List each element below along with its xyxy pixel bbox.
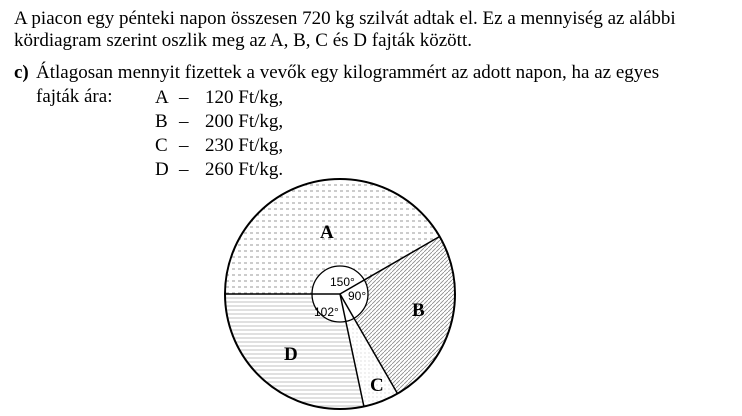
prices-label: fajták ára: [36,86,113,107]
angle-label-b: 90° [348,289,367,303]
pie-chart [220,176,460,414]
price-row-a [155,86,283,110]
task-line [14,62,660,84]
price-dash: – [179,111,189,132]
price-letter: C [155,135,168,156]
price-value: 200 Ft/kg, [205,111,284,132]
segment-label-c: C [370,375,384,396]
price-row-c [155,134,283,158]
price-dash: – [179,87,189,108]
price-letter: A [155,87,169,108]
segment-label-b: B [412,300,425,321]
task-marker: c) [14,62,29,83]
price-letter: B [155,111,168,132]
price-value: 120 Ft/kg, [205,87,284,108]
segment-label-d: D [284,344,298,365]
task-question: Átlagosan mennyit fizettek a vevők egy kilogrammért az adott napon, ha az egyes [36,62,660,83]
angle-label-d: 102° [314,305,339,319]
price-value: 260 Ft/kg. [205,159,284,180]
price-value: 230 Ft/kg, [205,135,284,156]
price-list [155,86,283,182]
price-dash: – [179,135,189,156]
price-dash: – [179,159,189,180]
price-row-b [155,110,283,134]
angle-label-a: 150° [330,275,355,289]
intro-line-2: kördiagram szerint oszlik meg az A, B, C és D fajták között. [14,30,472,51]
intro-line-1: A piacon egy pénteki napon összesen 720 kg szilvát adtak el. Ez a mennyiség az alábbi [14,8,676,29]
price-letter: D [155,159,169,180]
segment-label-a: A [320,222,334,243]
